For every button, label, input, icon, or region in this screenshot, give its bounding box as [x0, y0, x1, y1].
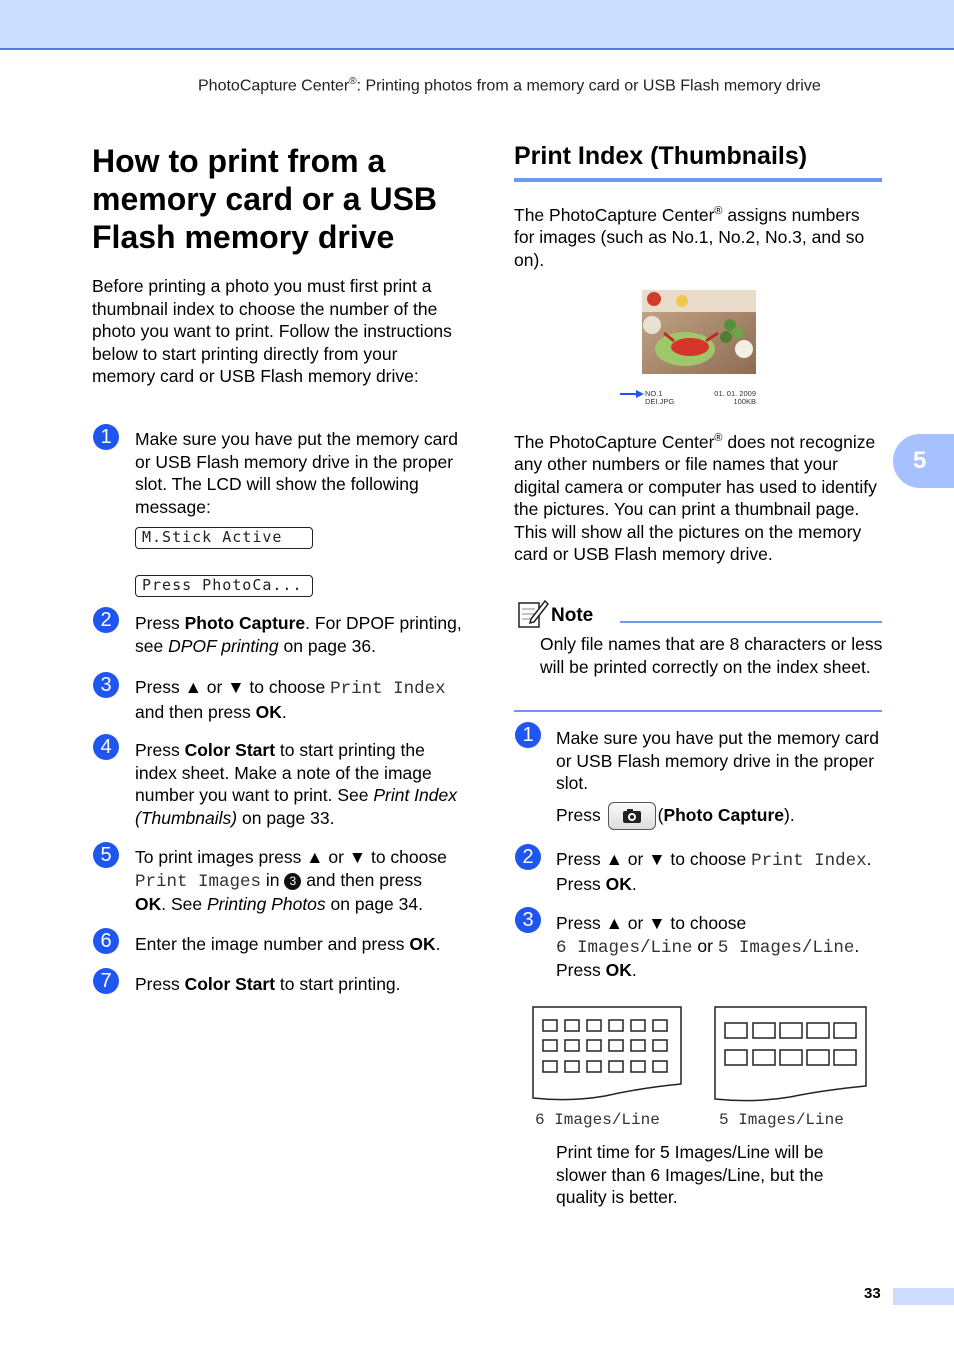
right-step-3-text: Press ▲ or ▼ to choose 6 Images/Line or 5 Images/Line. Press OK.: [556, 913, 860, 980]
thumb-caption-right: 01. 01. 2009 100KB: [714, 389, 756, 406]
step-2-text: Press Photo Capture. For DPOF printing, see DPOF printing on page 36.: [135, 613, 462, 656]
section-heading: Print Index (Thumbnails): [514, 142, 808, 170]
caption-6-images: 6 Images/Line: [535, 1111, 660, 1129]
caption-5-images: 5 Images/Line: [719, 1111, 844, 1129]
camera-icon: [609, 803, 655, 829]
page-number: 33: [864, 1285, 881, 1302]
running-header: PhotoCapture Center®: Printing photos from a memory card or USB Flash memory drive: [198, 76, 821, 95]
photo-capture-button[interactable]: [608, 802, 656, 830]
step-3-text: Press ▲ or ▼ to choose Print Index and then press OK.: [135, 677, 446, 722]
right-step-1-press: Press (Photo Capture).: [556, 800, 886, 830]
lcd-message-2: Press PhotoCa...: [135, 575, 313, 597]
note-label: Note: [551, 605, 594, 626]
print-time-note: Print time for 5 Images/Line will be slower than 6 Images/Line, but the quality is better.: [556, 1142, 824, 1207]
five-images-per-line-sheet-icon: [712, 1004, 870, 1104]
page-number-bar: [893, 1288, 954, 1305]
step-6-text: Enter the image number and press OK.: [135, 934, 441, 954]
step-7-text: Press Color Start to start printing.: [135, 974, 401, 994]
six-images-per-line-sheet-icon: [530, 1004, 685, 1104]
right-step-1-text: Make sure you have put the memory card or USB Flash memory drive in the proper slot.: [556, 728, 879, 793]
step-number: 2: [515, 844, 541, 870]
step-number: 1: [515, 722, 541, 748]
step-number: 3: [93, 672, 119, 698]
step-number: 2: [93, 607, 119, 633]
heading-rule: [514, 178, 882, 182]
note-text: Only file names that are 8 characters or less will be printed correctly on the index sheet.: [540, 634, 883, 677]
step-1-text: Make sure you have put the memory card or USB Flash memory drive in the proper slot. The LCD will show the following message:: [135, 429, 458, 517]
step-number: 3: [515, 907, 541, 933]
note-top-rule: [620, 621, 882, 623]
thumbnail-example: [620, 289, 760, 411]
page-title: How to print from a memory card or a USB Flash memory drive: [92, 143, 438, 255]
step-number: 1: [93, 424, 119, 450]
top-band: [0, 0, 954, 50]
lcd-message-1: M.Stick Active: [135, 527, 313, 549]
step-number: 5: [93, 842, 119, 868]
step-number: 7: [93, 968, 119, 994]
step-number: 4: [93, 734, 119, 760]
note-bottom-rule: [514, 710, 882, 712]
right-step-2-text: Press ▲ or ▼ to choose Print Index. Press OK.: [556, 849, 872, 894]
step-4-text: Press Color Start to start printing the index sheet. Make a note of the image number you want to print. See Print Index (Thumbnails) on page 33.: [135, 740, 457, 828]
chapter-tab: 5: [893, 434, 954, 488]
note-icon: [517, 597, 549, 629]
thumbnail-intro: The PhotoCapture Center® assigns numbers for images (such as No.1, No.2, No.3, and so on).: [514, 204, 865, 270]
step-number: 6: [93, 928, 119, 954]
intro-paragraph: Before printing a photo you must first print a thumbnail index to choose the number of the photo you want to print. Follow the instructions below to start printing directly from your memory card or USB Flash memory drive:: [92, 276, 452, 386]
step-5-text: To print images press ▲ or ▼ to choose Print Images in 3 and then press OK. See Printing Photos on page 34.: [135, 847, 447, 914]
thumb-caption-left: NO.1 DEI.JPG: [645, 389, 675, 406]
circled-step-icon: 3: [284, 873, 301, 890]
thumbnail-explanation: The PhotoCapture Center® does not recognize any other numbers or file names that your digital camera or computer has used to identify the pictures. You can print a thumbnail page. This will show all the pictures on the memory card or USB Flash memory drive.: [514, 431, 877, 565]
